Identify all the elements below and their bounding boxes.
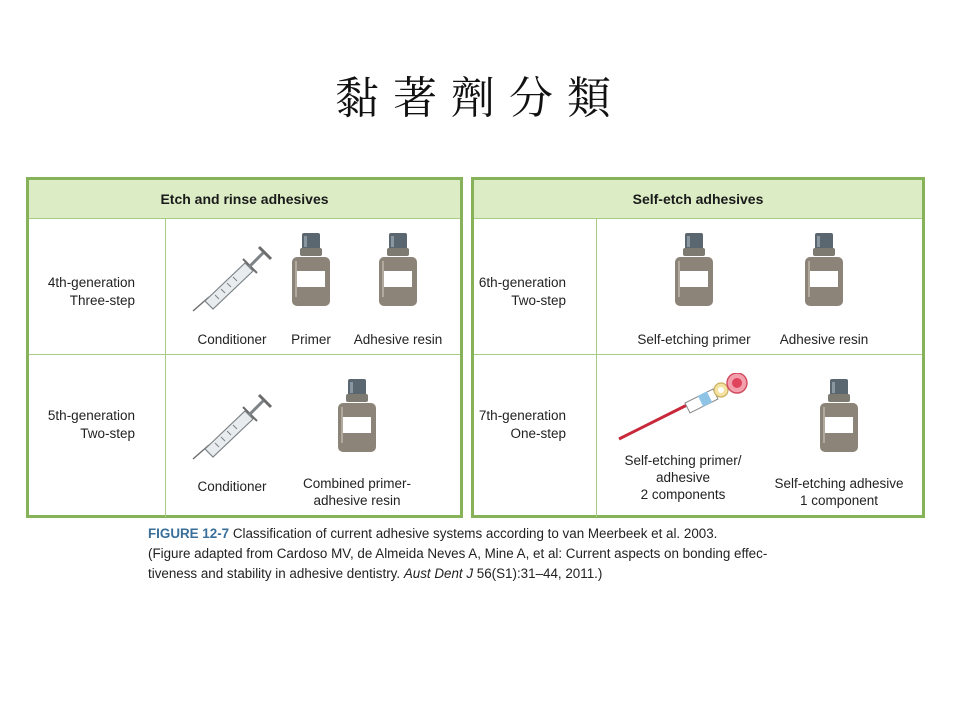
step-label: Two-step [80, 426, 135, 441]
applicator-icon [617, 373, 749, 441]
generation-label: 7th-generation [478, 408, 566, 423]
primer-label: Primer [291, 332, 331, 347]
two-component-applicator-item [610, 373, 756, 503]
figure-caption [148, 524, 828, 584]
self-etching-adhesive-label: Self-etching adhesive [774, 476, 904, 491]
bottle-icon [379, 233, 417, 307]
citation-text: 56(S1):31–44, 2011.) [476, 566, 603, 581]
journal-name: Aust Dent J [403, 566, 474, 581]
self-etching-adhesive-item [764, 379, 914, 509]
adhesive-resin-item [347, 233, 449, 348]
caption-line2: (Figure adapted from Cardoso MV, de Almeida Neves A, Mine A, et al: Current aspects on bonding effec- [148, 546, 768, 561]
conditioner-item [186, 381, 278, 495]
conditioner-label: Conditioner [197, 332, 267, 347]
figure-label: FIGURE 12-7 [148, 526, 230, 541]
one-component-label: 1 component [799, 493, 879, 508]
adhesive-resin-label: Adhesive resin [779, 332, 869, 347]
sixth-generation-row [474, 219, 922, 355]
fourth-generation-row [29, 219, 460, 355]
bottle-icon [675, 233, 713, 307]
combined-label-line1: Combined primer- [302, 476, 412, 491]
step-label: One-step [510, 426, 566, 441]
slide-title: 黏著劑分類 [335, 73, 625, 124]
etch-and-rinse-header: Etch and rinse adhesives [29, 180, 460, 219]
caption-text: Classification of current adhesive systems according to van Meerbeek et al. 2003. [232, 526, 718, 541]
self-etch-panel [471, 177, 925, 518]
adhesive-resin-item [770, 233, 878, 348]
adhesive-resin-label: Adhesive resin [353, 332, 443, 347]
bottle-icon [820, 379, 858, 453]
combined-primer-adhesive-item [291, 379, 423, 509]
primer-item [285, 233, 337, 348]
generation-label: 5th-generation [47, 408, 135, 423]
self-etching-primer-label: Self-etching primer [637, 332, 751, 347]
caption-text: tiveness and stability in adhesive dentistry. [148, 566, 401, 581]
etch-and-rinse-panel [26, 177, 463, 518]
row-label [474, 355, 597, 517]
syringe-icon [191, 233, 273, 313]
adhesive-label: adhesive [655, 470, 711, 485]
conditioner-item [186, 233, 278, 348]
row-label [29, 219, 166, 354]
caption-line3 [148, 564, 828, 584]
row-label [29, 355, 166, 517]
self-etching-primer-adhesive-label: Self-etching primer/ [624, 453, 742, 468]
step-label: Three-step [69, 292, 135, 308]
fifth-generation-row [29, 355, 460, 517]
syringe-icon [191, 381, 273, 461]
row-label [474, 219, 597, 354]
two-components-label: 2 components [640, 487, 726, 502]
seventh-generation-row [474, 355, 922, 517]
self-etch-header: Self-etch adhesives [474, 180, 922, 219]
bottle-icon [292, 233, 330, 307]
generation-label: 4th-generation [47, 274, 135, 290]
generation-label: 6th-generation [478, 274, 566, 290]
step-label: Two-step [511, 292, 566, 308]
bottle-icon [338, 379, 376, 453]
self-etching-primer-item [629, 233, 759, 348]
bottle-icon [805, 233, 843, 307]
combined-label-line2: adhesive resin [313, 493, 401, 508]
conditioner-label: Conditioner [197, 479, 267, 494]
caption-line1 [148, 524, 828, 544]
